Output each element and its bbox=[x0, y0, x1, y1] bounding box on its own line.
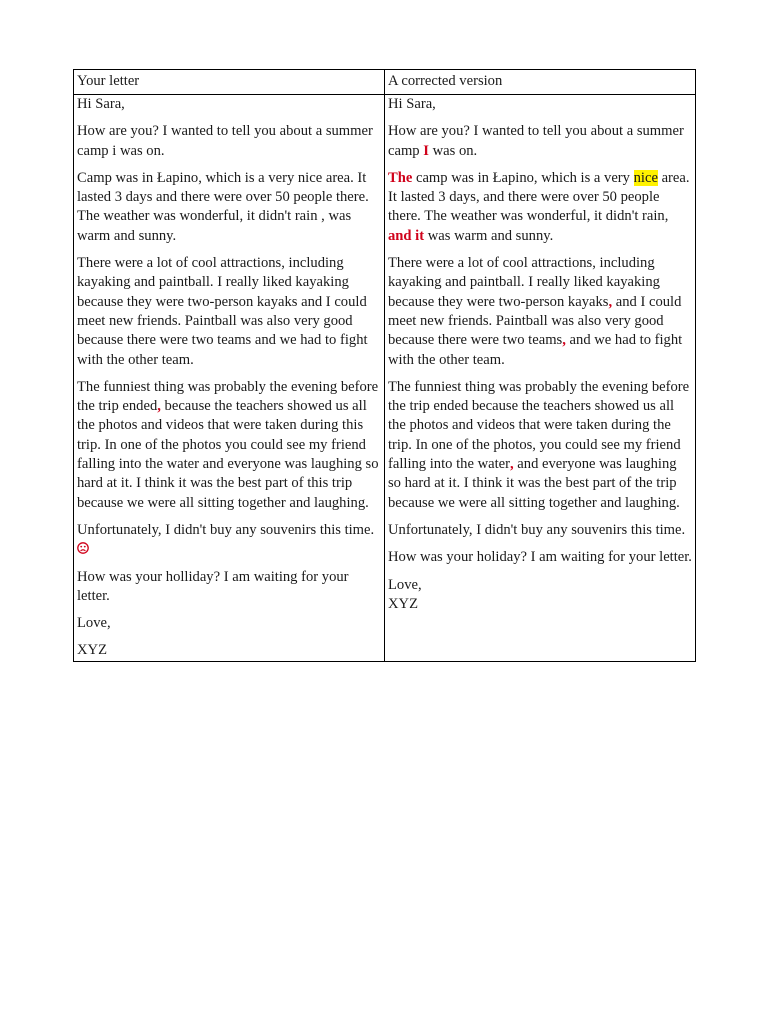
corrected-p4-text-before: The funniest thing was probably the evening before the trip ended because the teachers showed us all the photos and videos that were taken during the trip. In one of the photos, you could see my friend falling into the water bbox=[388, 378, 690, 473]
corrected-paragraph-2 bbox=[388, 169, 692, 246]
original-paragraph-6: How was your holliday? I am waiting for your letter. bbox=[77, 568, 349, 604]
original-paragraph-4 bbox=[77, 378, 381, 513]
table-header-row bbox=[74, 70, 696, 95]
original-p4-text-after: because the teachers showed us all the photos and videos that were taken during this trip. In one of the photos you could see my friend falling into the water and everyone was laughing so hard at it. I think it was the best part of this trip because we were all sitting together and laughing. bbox=[77, 398, 379, 511]
original-paragraph-5 bbox=[77, 521, 381, 560]
corrected-p1-text-after: was on. bbox=[428, 142, 478, 159]
corrected-p2-text-3: was warm and sunny. bbox=[424, 227, 554, 244]
corrected-paragraph-1 bbox=[388, 122, 692, 161]
sad-face-icon bbox=[77, 542, 89, 554]
original-paragraph-1: How are you? I wanted to tell you about a summer camp i was on. bbox=[77, 123, 373, 159]
original-closing: Love, bbox=[77, 615, 111, 632]
corrected-paragraph-5: Unfortunately, I didn't buy any souvenirs this time. bbox=[388, 521, 686, 538]
corrected-paragraph-6: How was your holiday? I am waiting for your letter. bbox=[388, 549, 692, 566]
original-paragraph-2: Camp was in Łapino, which is a very nice area. It lasted 3 days and there were over 50 people there. The weather was wonderful, it didn't rain , was warm and sunny. bbox=[77, 169, 369, 244]
corrected-greeting: Hi Sara, bbox=[388, 96, 436, 112]
corrected-letter-cell bbox=[385, 95, 696, 662]
corrected-p3-text-3: and we had to fight with the other team. bbox=[388, 332, 683, 368]
corrected-paragraph-3 bbox=[388, 254, 692, 370]
original-p4-comma-mark: , bbox=[157, 398, 161, 415]
letter-comparison-table bbox=[73, 69, 696, 662]
header-your-letter: Your letter bbox=[74, 70, 385, 95]
original-signature: XYZ bbox=[77, 642, 107, 659]
corrected-p3-text-1: There were a lot of cool attractions, including kayaking and paintball. I really liked kayaking because they were two-person kayaks bbox=[388, 255, 660, 310]
original-letter-cell bbox=[74, 95, 385, 662]
corrected-p3-comma-2: , bbox=[562, 332, 566, 349]
table-body-row bbox=[74, 95, 696, 662]
corrected-p2-text-1: camp was in Łapino, which is a very bbox=[412, 169, 634, 186]
corrected-p2-text-2: area. It lasted 3 days, and there were over 50 people there. The weather was wonderful, it didn't rain, bbox=[388, 169, 690, 225]
corrected-p3-comma-1: , bbox=[608, 293, 613, 310]
original-greeting: Hi Sara, bbox=[77, 96, 125, 112]
corrected-p1-text-before: How are you? I wanted to tell you about a summer camp bbox=[388, 123, 684, 159]
corrected-paragraph-4 bbox=[388, 378, 692, 513]
corrected-closing-block bbox=[388, 576, 692, 615]
corrected-closing: Love, bbox=[388, 576, 422, 593]
corrected-p1-fix: I bbox=[423, 142, 429, 159]
original-p5-text: Unfortunately, I didn't buy any souvenirs this time. bbox=[77, 521, 375, 538]
corrected-p4-text-after: and everyone was laughing so hard at it. I think it was the best part of the trip because we were all sitting together and laughing. bbox=[388, 456, 680, 511]
corrected-p2-fix-and-it: and it bbox=[388, 227, 425, 244]
original-paragraph-3: There were a lot of cool attractions, including kayaking and paintball. I really liked kayaking because they were two-person kayaks and I could meet new friends. Paintball was also very good because there were two teams and we had to fight with the other team. bbox=[77, 255, 368, 368]
corrected-signature: XYZ bbox=[388, 595, 418, 612]
original-p4-text-before: The funniest thing was probably the evening before the trip ended bbox=[77, 378, 379, 415]
corrected-p2-highlight: nice bbox=[633, 169, 658, 186]
corrected-p2-fix-the: The bbox=[388, 169, 413, 186]
header-corrected-version: A corrected version bbox=[385, 70, 696, 95]
corrected-p3-text-2: and I could meet new friends. Paintball was also very good because there were two teams bbox=[388, 293, 682, 349]
corrected-p4-comma: , bbox=[509, 456, 514, 473]
